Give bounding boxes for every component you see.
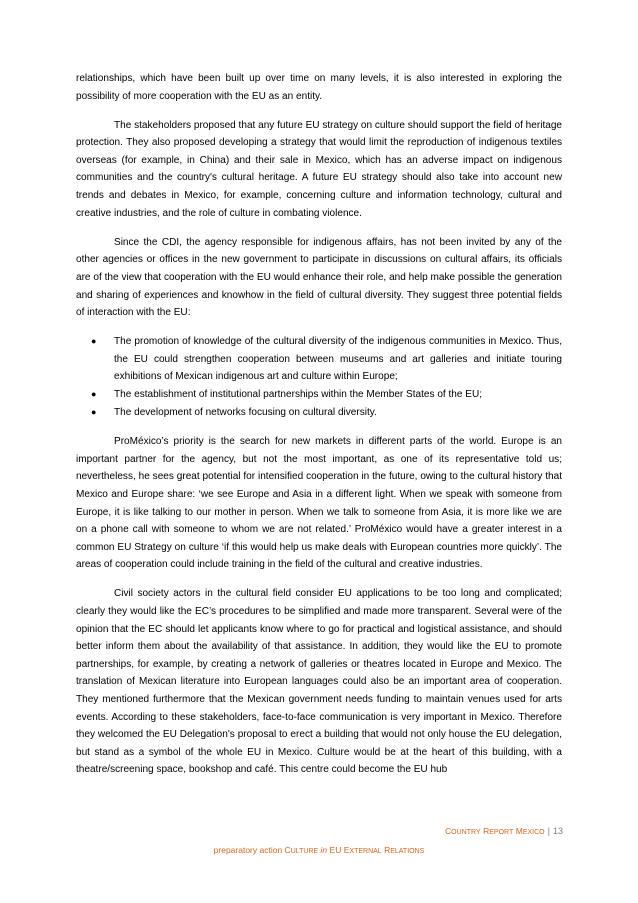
bullet-text: The promotion of knowledge of the cultural diversity of the indigenous communities in Mexico. Thus, the EU could strengthen cooperation between museums and art galleries and initiate touring exhibitions of Mexican indigenous art and culture within Europe; bbox=[114, 336, 562, 383]
list-item bbox=[91, 404, 562, 422]
bullet-icon: ● bbox=[91, 406, 97, 417]
bullet-icon: ● bbox=[91, 336, 97, 347]
paragraph-promexico: ProMéxico’s priority is the search for new markets in different parts of the world. Europe is an important partner for the agency, but not the most important, as one of its representative told us; nevertheless, he sees great potential for intensified cooperation in the future, owing to the cultural history that Mexico and Europe share: ‘we see Europe and Asia in a different light. When we speak with someone from Europe, it is like talking to our mother in person. When we talk to someone from Asia, it is more like we are on a phone call with someone to whom we are not related.’ ProMéxico would have a greater interest in a common EU Strategy on culture ‘if this would help us make deals with European countries more quickly’. The areas of cooperation could include training in the field of the cultural and creative industries. bbox=[76, 436, 562, 571]
paragraph-continuation: relationships, which have been built up over time on many levels, it is also interested in exploring the possibility of more cooperation with the EU as an entity. bbox=[76, 73, 562, 102]
footer-separator: | bbox=[547, 826, 550, 836]
paragraph-heritage-strategy: The stakeholders proposed that any future EU strategy on culture should support the field of heritage protection. They also proposed developing a strategy that would limit the reproduction of indigenous textiles overseas (for example, in China) and their sale in Mexico, which has an adverse impact on indigenous communities and the country's cultural heritage. A future EU strategy should also take into account new trends and debates in Mexico, for example, concerning culture and information technology, cultural and creative industries, and the role of culture in combating violence. bbox=[76, 119, 562, 219]
paragraph-civil-society: Civil society actors in the cultural field consider EU applications to be too long and complicated; clearly they would like the EC’s procedures to be simplified and made more transparent. Several were of the opinion that the EC should let applicants know where to go for practical and logistical assistance, and should better inform them about the availability of that assistance. In addition, they would like the EU to promote partnerships, for example, by creating a network of galleries or theatres located in Europe and Mexico. The translation of Mexican literature into European languages could also be an important area of cooperation. They mentioned furthermore that the Mexican government needs funding to maintain venues used for arts events. According to these stakeholders, face-to-face communication is very important in Mexico. Therefore they welcomed the EU Delegation's proposal to erect a building that would not only house the EU delegation, but stand as a symbol of the whole EU in Mexico. Culture would be at the heart of this building, with a theatre/screening space, bookshop and café. This centre could become the EU hub bbox=[76, 588, 562, 776]
bullet-text: The establishment of institutional partnerships within the Member States of the EU; bbox=[114, 389, 483, 400]
list-item bbox=[91, 333, 562, 386]
page-body bbox=[76, 70, 562, 790]
footer-action-title: preparatory action CULTURE in EU EXTERNAL RELATIONS bbox=[213, 845, 425, 855]
bullet-list bbox=[76, 333, 562, 421]
footer-report-label: COUNTRY REPORT MEXICO | 13 bbox=[445, 826, 563, 836]
paragraph-cdi: Since the CDI, the agency responsible for indigenous affairs, has not been invited by any of the other agencies or offices in the new government to participate in discussions on cultural affairs, its officials are of the view that cooperation with the EU would enhance their role, and help make possible the generation and sharing of experiences and knowhow in the field of cultural diversity. They suggest three potential fields of interaction with the EU: bbox=[76, 236, 562, 319]
bullet-text: The development of networks focusing on cultural diversity. bbox=[114, 406, 377, 418]
list-item bbox=[91, 386, 562, 404]
bullet-icon: ● bbox=[91, 389, 97, 399]
page-number: 13 bbox=[552, 826, 563, 836]
